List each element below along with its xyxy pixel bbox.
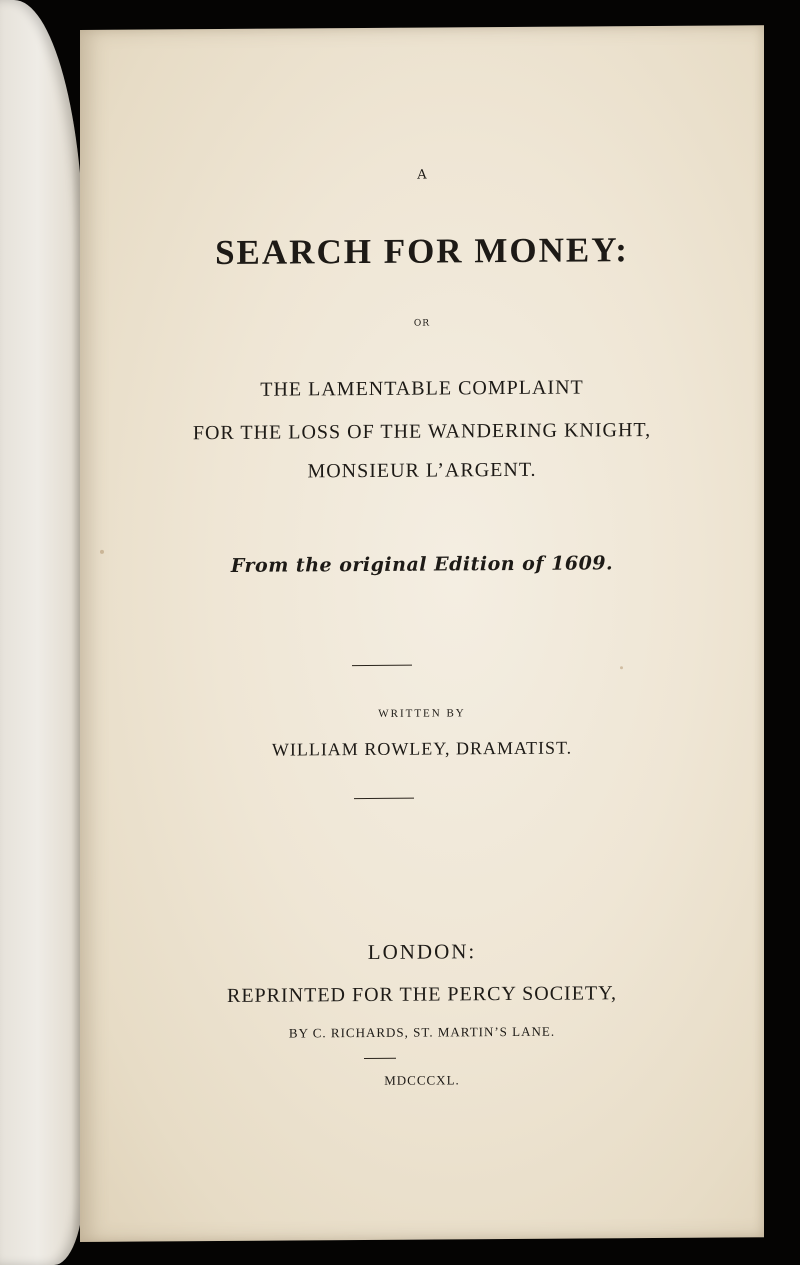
subtitle-line-2: FOR THE LOSS OF THE WANDERING KNIGHT,: [192, 419, 652, 445]
author-name: WILLIAM ROWLEY, DRAMATIST.: [271, 737, 573, 760]
imprint-city: LONDON:: [367, 939, 477, 964]
imprint-reprinted-for: REPRINTED FOR THE PERCY SOCIETY,: [226, 982, 617, 1007]
divider-rule: [354, 798, 414, 799]
written-by-label: WRITTEN BY: [378, 707, 466, 720]
foxing-spot: [100, 550, 104, 554]
main-title: SEARCH FOR MONEY:: [215, 230, 629, 273]
foxing-spot: [620, 666, 623, 669]
conjunction-or: OR: [413, 318, 431, 329]
left-facing-page: [0, 0, 84, 1265]
edition-note: From the original Edition of 1609.: [230, 552, 614, 577]
divider-rule: [364, 1058, 396, 1059]
imprint-printer: BY C. RICHARDS, ST. MARTIN’S LANE.: [288, 1023, 556, 1041]
imprint-year: MDCCCXL.: [384, 1072, 460, 1088]
subtitle-line-3: MONSIEUR L’ARGENT.: [307, 458, 537, 483]
title-article: A: [417, 167, 427, 183]
subtitle-line-1: THE LAMENTABLE COMPLAINT: [260, 376, 584, 401]
title-page: [80, 25, 764, 1242]
divider-rule: [352, 665, 412, 666]
